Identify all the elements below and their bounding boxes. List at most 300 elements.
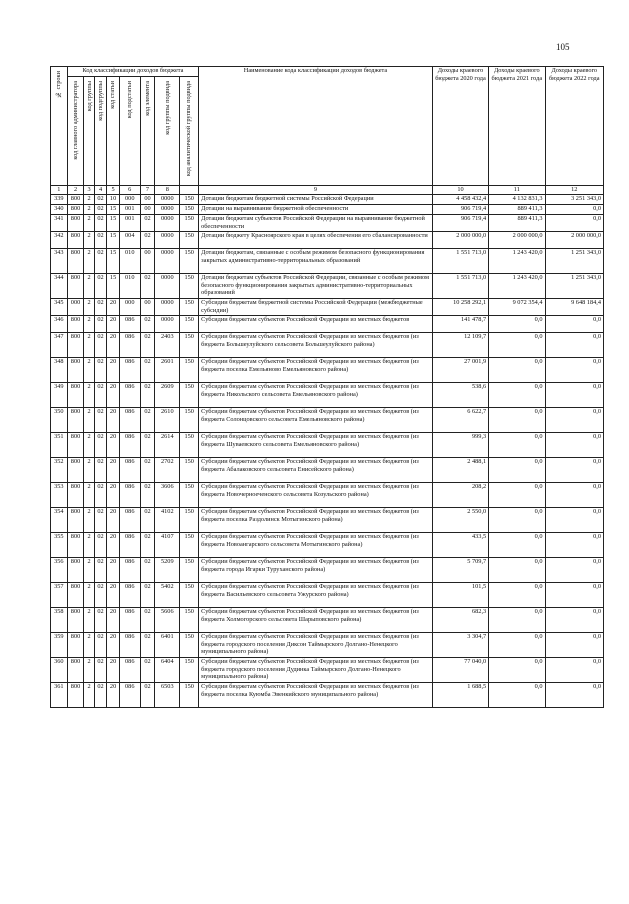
column-number: 6	[119, 186, 140, 195]
income-name-cell: Субсидии бюджетам субъектов Российской Федерации из местных бюджетов (из бюджета Новочерноеченского сельсовета Козульского района)	[199, 483, 433, 508]
table-body	[51, 195, 604, 708]
income-name-cell: Субсидии бюджетам субъектов Российской Федерации из местных бюджетов (из бюджета Шуваевского сельсовета Емельяновского района)	[199, 433, 433, 458]
admin-code-cell: 800	[67, 274, 84, 299]
subtype-group-code-cell: 2609	[155, 383, 180, 408]
subtype-group-code-cell: 0000	[155, 274, 180, 299]
income-name-cell: Субсидии бюджетам субъектов Российской Федерации из местных бюджетов (из бюджета города Игарки Туруханского района)	[199, 558, 433, 583]
income-2022-cell: 1 251 343,0	[545, 249, 604, 274]
income-name-cell: Субсидии бюджетам субъектов Российской Федерации из местных бюджетов (из бюджета поселка Куюмба Эвенкийского муниципального района)	[199, 683, 433, 708]
income-2021-cell: 889 411,3	[489, 215, 545, 232]
admin-code-cell: 800	[67, 232, 84, 249]
subarticle-code-cell: 086	[119, 508, 140, 533]
income-2020-cell: 1 551 713,0	[432, 274, 488, 299]
income-2021-cell: 0,0	[489, 533, 545, 558]
income-name-cell: Субсидии бюджетам субъектов Российской Федерации из местных бюджетов (из бюджета городского поселения Диксон Таймырского Долгано-Ненецкого муниципального района)	[199, 633, 433, 658]
income-2020-cell: 2 550,0	[432, 508, 488, 533]
table-row	[51, 195, 604, 205]
row-number-cell: 361	[51, 683, 68, 708]
element-code-cell: 02	[140, 658, 155, 683]
subarticle-code-cell: 086	[119, 558, 140, 583]
income-2020-cell: 208,2	[432, 483, 488, 508]
admin-code-cell: 000	[67, 299, 84, 316]
table-row	[51, 215, 604, 232]
column-number: 11	[489, 186, 545, 195]
column-number	[180, 186, 199, 195]
row-number-cell: 358	[51, 608, 68, 633]
income-2021-cell: 0,0	[489, 658, 545, 683]
income-name-cell: Субсидии бюджетам субъектов Российской Федерации из местных бюджетов (из бюджета Абалаковского сельсовета Енисейского района)	[199, 458, 433, 483]
income-2021-cell: 0,0	[489, 316, 545, 333]
income-name-cell: Дотации бюджетам, связанные с особым режимом безопасного функционирования закрытых административно-территориальных образований	[199, 249, 433, 274]
admin-code-cell: 800	[67, 316, 84, 333]
income-name-cell: Субсидии бюджетам субъектов Российской Федерации из местных бюджетов (из бюджета поселка Раздолинск Мотыгинского района)	[199, 508, 433, 533]
income-2021-cell: 0,0	[489, 508, 545, 533]
group-code-cell: 2	[84, 205, 94, 215]
table-row	[51, 533, 604, 558]
income-2021-cell: 0,0	[489, 408, 545, 433]
article-code-cell: 15	[107, 249, 120, 274]
income-2020-cell: 1 551 713,0	[432, 249, 488, 274]
subgroup-code-cell: 02	[94, 483, 107, 508]
row-number-cell: 348	[51, 358, 68, 383]
code-header-subarticle: код подстатьи	[119, 77, 140, 186]
row-number-cell: 352	[51, 458, 68, 483]
income-2022-cell: 0,0	[545, 583, 604, 608]
income-name-cell: Дотации бюджетам субъектов Российской Федерации на выравнивание бюджетной обеспеченности	[199, 215, 433, 232]
subgroup-code-cell: 02	[94, 533, 107, 558]
table-row	[51, 205, 604, 215]
income-2020-header: Доходы краевого бюджета 2020 года	[432, 67, 488, 186]
income-2022-cell: 3 251 343,0	[545, 195, 604, 205]
subtype-group-code-cell: 6401	[155, 633, 180, 658]
income-2020-cell: 101,5	[432, 583, 488, 608]
admin-code-cell: 800	[67, 215, 84, 232]
admin-code-cell: 800	[67, 458, 84, 483]
income-2022-cell: 0,0	[545, 383, 604, 408]
subarticle-code-cell: 086	[119, 633, 140, 658]
column-number: 12	[545, 186, 604, 195]
table-row	[51, 333, 604, 358]
subgroup-code-cell: 02	[94, 215, 107, 232]
group-code-cell: 2	[84, 358, 94, 383]
analytic-group-code-cell: 150	[180, 608, 199, 633]
subgroup-code-cell: 02	[94, 383, 107, 408]
group-code-cell: 2	[84, 508, 94, 533]
income-2020-cell: 3 304,7	[432, 633, 488, 658]
subgroup-code-cell: 02	[94, 608, 107, 633]
element-code-cell: 02	[140, 608, 155, 633]
subarticle-code-cell: 086	[119, 316, 140, 333]
income-2020-cell: 12 109,7	[432, 333, 488, 358]
subtype-group-code-cell: 0000	[155, 205, 180, 215]
income-2021-cell: 0,0	[489, 683, 545, 708]
income-2020-cell: 682,3	[432, 608, 488, 633]
income-2021-cell: 1 243 420,0	[489, 249, 545, 274]
row-number-cell: 343	[51, 249, 68, 274]
article-code-cell: 15	[107, 205, 120, 215]
income-2020-cell: 433,5	[432, 533, 488, 558]
element-code-cell: 02	[140, 558, 155, 583]
income-2021-cell: 0,0	[489, 383, 545, 408]
admin-code-cell: 800	[67, 408, 84, 433]
analytic-group-code-cell: 150	[180, 205, 199, 215]
table-row	[51, 299, 604, 316]
row-number-cell: 346	[51, 316, 68, 333]
article-code-cell: 20	[107, 316, 120, 333]
subarticle-code-cell: 010	[119, 249, 140, 274]
row-number-cell: 345	[51, 299, 68, 316]
subtype-group-code-cell: 2601	[155, 358, 180, 383]
group-code-cell: 2	[84, 683, 94, 708]
code-header-element: код элемента	[140, 77, 155, 186]
analytic-group-code-cell: 150	[180, 458, 199, 483]
analytic-group-code-cell: 150	[180, 299, 199, 316]
group-code-cell: 2	[84, 433, 94, 458]
row-number-cell: 341	[51, 215, 68, 232]
article-code-cell: 20	[107, 383, 120, 408]
income-2020-cell: 2 000 000,0	[432, 232, 488, 249]
group-code-cell: 2	[84, 483, 94, 508]
income-name-cell: Дотации бюджету Красноярского края в целях обеспечения его сбалансированности	[199, 232, 433, 249]
income-2022-cell: 0,0	[545, 658, 604, 683]
subtype-group-code-cell: 0000	[155, 195, 180, 205]
column-number: 1	[51, 186, 68, 195]
group-code-cell: 2	[84, 299, 94, 316]
income-2022-header: Доходы краевого бюджета 2022 года	[545, 67, 604, 186]
article-code-cell: 20	[107, 483, 120, 508]
income-name-cell: Субсидии бюджетам субъектов Российской Федерации из местных бюджетов (из бюджета Холмогорского сельсовета Шарыповского района)	[199, 608, 433, 633]
group-code-cell: 2	[84, 658, 94, 683]
income-2022-cell: 0,0	[545, 408, 604, 433]
group-code-cell: 2	[84, 608, 94, 633]
income-2022-cell: 0,0	[545, 633, 604, 658]
column-number: 4	[94, 186, 107, 195]
analytic-group-code-cell: 150	[180, 383, 199, 408]
table-row	[51, 458, 604, 483]
income-2020-cell: 538,6	[432, 383, 488, 408]
row-number-cell: 340	[51, 205, 68, 215]
article-code-cell: 20	[107, 558, 120, 583]
code-header-article: код статьи	[107, 77, 120, 186]
article-code-cell: 15	[107, 274, 120, 299]
income-name-cell: Субсидии бюджетам субъектов Российской Федерации из местных бюджетов (из бюджета Никольского сельсовета Емельяновского района)	[199, 383, 433, 408]
income-name-cell: Дотации на выравнивание бюджетной обеспеченности	[199, 205, 433, 215]
income-2022-cell: 0,0	[545, 483, 604, 508]
admin-code-cell: 800	[67, 195, 84, 205]
group-code-cell: 2	[84, 195, 94, 205]
income-2020-cell: 5 709,7	[432, 558, 488, 583]
subgroup-code-cell: 02	[94, 205, 107, 215]
subtype-group-code-cell: 0000	[155, 299, 180, 316]
analytic-group-code-cell: 150	[180, 408, 199, 433]
admin-code-cell: 800	[67, 533, 84, 558]
income-2020-cell: 2 488,1	[432, 458, 488, 483]
income-2022-cell: 2 000 000,0	[545, 232, 604, 249]
income-2022-cell: 0,0	[545, 608, 604, 633]
subtype-group-code-cell: 2614	[155, 433, 180, 458]
table-row	[51, 483, 604, 508]
income-2020-cell: 27 001,9	[432, 358, 488, 383]
row-number-cell: 339	[51, 195, 68, 205]
table-row	[51, 583, 604, 608]
income-2020-cell: 906 719,4	[432, 215, 488, 232]
subarticle-code-cell: 086	[119, 358, 140, 383]
income-2022-cell: 0,0	[545, 508, 604, 533]
article-code-cell: 20	[107, 408, 120, 433]
income-2022-cell: 0,0	[545, 433, 604, 458]
subgroup-code-cell: 02	[94, 316, 107, 333]
income-2021-cell: 9 072 354,4	[489, 299, 545, 316]
subarticle-code-cell: 086	[119, 433, 140, 458]
subgroup-code-cell: 02	[94, 658, 107, 683]
income-2022-cell: 0,0	[545, 358, 604, 383]
element-code-cell: 02	[140, 316, 155, 333]
column-number: 2	[67, 186, 84, 195]
element-code-cell: 02	[140, 433, 155, 458]
analytic-group-code-cell: 150	[180, 658, 199, 683]
subarticle-code-cell: 001	[119, 215, 140, 232]
subarticle-code-cell: 000	[119, 195, 140, 205]
row-number-cell: 347	[51, 333, 68, 358]
article-code-cell: 10	[107, 195, 120, 205]
code-header-subgroup: код подгруппы	[94, 77, 107, 186]
element-code-cell: 02	[140, 383, 155, 408]
income-name-cell: Субсидии бюджетам субъектов Российской Федерации из местных бюджетов (из бюджета Солонцовского сельсовета Емельяновского района)	[199, 408, 433, 433]
subtype-group-code-cell: 2610	[155, 408, 180, 433]
code-header-admin: код главного администратора	[67, 77, 84, 186]
element-code-cell: 00	[140, 299, 155, 316]
subgroup-code-cell: 02	[94, 433, 107, 458]
row-number-cell: 360	[51, 658, 68, 683]
group-code-cell: 2	[84, 249, 94, 274]
table-row	[51, 683, 604, 708]
subarticle-code-cell: 086	[119, 683, 140, 708]
income-name-cell: Дотации бюджетам субъектов Российской Федерации, связанные с особым режимом безопасного функционирования закрытых административно-территориальных образований	[199, 274, 433, 299]
subgroup-code-cell: 02	[94, 249, 107, 274]
element-code-cell: 02	[140, 274, 155, 299]
admin-code-cell: 800	[67, 608, 84, 633]
table-row	[51, 658, 604, 683]
article-code-cell: 15	[107, 215, 120, 232]
subgroup-code-cell: 02	[94, 299, 107, 316]
income-name-cell: Субсидии бюджетам бюджетной системы Российской Федерации (межбюджетные субсидии)	[199, 299, 433, 316]
table-row	[51, 558, 604, 583]
table-row	[51, 408, 604, 433]
subtype-group-code-cell: 2403	[155, 333, 180, 358]
column-number: 3	[84, 186, 94, 195]
row-number-cell: 356	[51, 558, 68, 583]
income-2022-cell: 0,0	[545, 205, 604, 215]
subtype-group-code-cell: 0000	[155, 249, 180, 274]
row-number-cell: 342	[51, 232, 68, 249]
group-code-cell: 2	[84, 232, 94, 249]
article-code-cell: 20	[107, 583, 120, 608]
article-code-cell: 20	[107, 658, 120, 683]
income-2021-cell: 0,0	[489, 358, 545, 383]
subgroup-code-cell: 02	[94, 274, 107, 299]
analytic-group-code-cell: 150	[180, 583, 199, 608]
subarticle-code-cell: 010	[119, 274, 140, 299]
income-2021-cell: 1 243 420,0	[489, 274, 545, 299]
admin-code-cell: 800	[67, 358, 84, 383]
income-2021-cell: 0,0	[489, 633, 545, 658]
subarticle-code-cell: 086	[119, 383, 140, 408]
analytic-group-code-cell: 150	[180, 533, 199, 558]
group-code-cell: 2	[84, 583, 94, 608]
group-code-cell: 2	[84, 408, 94, 433]
analytic-group-code-cell: 150	[180, 215, 199, 232]
analytic-group-code-cell: 150	[180, 249, 199, 274]
subgroup-code-cell: 02	[94, 195, 107, 205]
subgroup-code-cell: 02	[94, 508, 107, 533]
income-2022-cell: 1 251 343,0	[545, 274, 604, 299]
analytic-group-code-cell: 150	[180, 433, 199, 458]
subtype-group-code-cell: 4107	[155, 533, 180, 558]
income-name-cell: Дотации бюджетам бюджетной системы Российской Федерации	[199, 195, 433, 205]
article-code-cell: 20	[107, 458, 120, 483]
table-row	[51, 383, 604, 408]
analytic-group-code-cell: 150	[180, 232, 199, 249]
income-2020-cell: 999,3	[432, 433, 488, 458]
code-group-header: Код классификации доходов бюджета	[67, 67, 198, 77]
table-row	[51, 249, 604, 274]
income-2020-cell: 10 258 292,1	[432, 299, 488, 316]
analytic-group-code-cell: 150	[180, 633, 199, 658]
subtype-group-code-cell: 5606	[155, 608, 180, 633]
group-code-cell: 2	[84, 633, 94, 658]
column-number: 7	[140, 186, 155, 195]
subtype-group-code-cell: 3606	[155, 483, 180, 508]
budget-income-table	[50, 66, 604, 708]
subgroup-code-cell: 02	[94, 458, 107, 483]
analytic-group-code-cell: 150	[180, 195, 199, 205]
admin-code-cell: 800	[67, 249, 84, 274]
name-header: Наименование кода классификации доходов бюджета	[199, 67, 433, 186]
group-code-cell: 2	[84, 316, 94, 333]
income-2021-cell: 889 411,3	[489, 205, 545, 215]
table-row	[51, 358, 604, 383]
income-2022-cell: 0,0	[545, 215, 604, 232]
analytic-group-code-cell: 150	[180, 358, 199, 383]
row-number-cell: 353	[51, 483, 68, 508]
table-row	[51, 608, 604, 633]
element-code-cell: 02	[140, 232, 155, 249]
income-name-cell: Субсидии бюджетам субъектов Российской Федерации из местных бюджетов (из бюджета Большеулуйского сельсовета Большеулуйского района)	[199, 333, 433, 358]
income-2020-cell: 6 622,7	[432, 408, 488, 433]
row-number-cell: 349	[51, 383, 68, 408]
income-2021-cell: 0,0	[489, 433, 545, 458]
income-name-cell: Субсидии бюджетам субъектов Российской Федерации из местных бюджетов (из бюджета поселка Емельяново Емельяновского района)	[199, 358, 433, 383]
income-2022-cell: 0,0	[545, 558, 604, 583]
admin-code-cell: 800	[67, 508, 84, 533]
income-name-cell: Субсидии бюджетам субъектов Российской Федерации из местных бюджетов (из бюджета Васильевского сельсовета Ужурского района)	[199, 583, 433, 608]
income-name-cell: Субсидии бюджетам субъектов Российской Федерации из местных бюджетов (из бюджета городского поселения Дудинка Таймырского Долгано-Ненецкого муниципального района)	[199, 658, 433, 683]
income-2020-cell: 906 719,4	[432, 205, 488, 215]
column-number: 5	[107, 186, 120, 195]
subarticle-code-cell: 086	[119, 608, 140, 633]
subarticle-code-cell: 086	[119, 658, 140, 683]
group-code-cell: 2	[84, 333, 94, 358]
subtype-group-code-cell: 0000	[155, 316, 180, 333]
subgroup-code-cell: 02	[94, 558, 107, 583]
income-2022-cell: 0,0	[545, 316, 604, 333]
admin-code-cell: 800	[67, 558, 84, 583]
article-code-cell: 20	[107, 433, 120, 458]
element-code-cell: 02	[140, 508, 155, 533]
income-2020-cell: 77 040,0	[432, 658, 488, 683]
income-2021-cell: 0,0	[489, 583, 545, 608]
admin-code-cell: 800	[67, 433, 84, 458]
subarticle-code-cell: 086	[119, 408, 140, 433]
analytic-group-code-cell: 150	[180, 558, 199, 583]
admin-code-cell: 800	[67, 483, 84, 508]
subtype-group-code-cell: 6404	[155, 658, 180, 683]
row-number-cell: 350	[51, 408, 68, 433]
column-number: 10	[432, 186, 488, 195]
admin-code-cell: 800	[67, 333, 84, 358]
admin-code-cell: 800	[67, 633, 84, 658]
code-header-analytic-group: код аналитической группы подвида	[180, 77, 199, 186]
analytic-group-code-cell: 150	[180, 274, 199, 299]
table-row	[51, 316, 604, 333]
analytic-group-code-cell: 150	[180, 508, 199, 533]
code-header-group: код группы	[84, 77, 94, 186]
analytic-group-code-cell: 150	[180, 683, 199, 708]
article-code-cell: 20	[107, 633, 120, 658]
subarticle-code-cell: 086	[119, 483, 140, 508]
income-2021-cell: 0,0	[489, 608, 545, 633]
row-number-cell: 344	[51, 274, 68, 299]
subarticle-code-cell: 000	[119, 299, 140, 316]
table-row	[51, 633, 604, 658]
subtype-group-code-cell: 0000	[155, 215, 180, 232]
income-2020-cell: 4 458 432,4	[432, 195, 488, 205]
income-2021-cell: 0,0	[489, 458, 545, 483]
subarticle-code-cell: 004	[119, 232, 140, 249]
admin-code-cell: 800	[67, 205, 84, 215]
group-code-cell: 2	[84, 558, 94, 583]
income-2020-cell: 141 478,7	[432, 316, 488, 333]
admin-code-cell: 800	[67, 383, 84, 408]
income-2022-cell: 9 648 184,4	[545, 299, 604, 316]
income-2021-cell: 0,0	[489, 333, 545, 358]
income-2021-cell: 2 000 000,0	[489, 232, 545, 249]
row-number-cell: 351	[51, 433, 68, 458]
table-row	[51, 508, 604, 533]
table-row	[51, 232, 604, 249]
element-code-cell: 02	[140, 408, 155, 433]
income-2020-cell: 1 688,5	[432, 683, 488, 708]
row-number-cell: 354	[51, 508, 68, 533]
column-number-row	[51, 186, 604, 195]
element-code-cell: 02	[140, 458, 155, 483]
element-code-cell: 02	[140, 333, 155, 358]
income-2022-cell: 0,0	[545, 458, 604, 483]
element-code-cell: 02	[140, 533, 155, 558]
subgroup-code-cell: 02	[94, 683, 107, 708]
admin-code-cell: 800	[67, 683, 84, 708]
income-2021-header: Доходы краевого бюджета 2021 года	[489, 67, 545, 186]
subgroup-code-cell: 02	[94, 633, 107, 658]
group-code-cell: 2	[84, 533, 94, 558]
element-code-cell: 02	[140, 633, 155, 658]
article-code-cell: 20	[107, 533, 120, 558]
admin-code-cell: 800	[67, 583, 84, 608]
subtype-group-code-cell: 6503	[155, 683, 180, 708]
element-code-cell: 02	[140, 483, 155, 508]
element-code-cell: 02	[140, 583, 155, 608]
table-row	[51, 433, 604, 458]
